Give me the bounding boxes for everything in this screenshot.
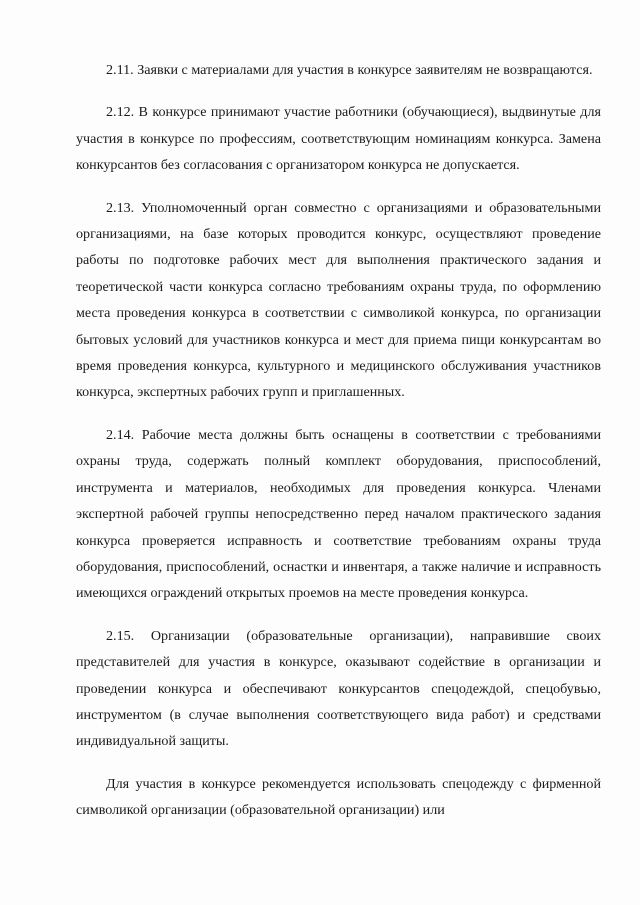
paragraph-2-15: 2.15. Организации (образовательные организации), направившие своих представителей для участия в конкурсе, оказывают содействие в организации и проведении конкурса и обеспечивают конкурсантов спецодеждой, спецобувью, инструментом (в случае выполнения соответствующего вида работ) и средствами индивидуальной защиты. [76, 627, 601, 750]
paragraph-2-14: 2.14. Рабочие места должны быть оснащены в соответствии с требованиями охраны труда, содержать полный комплект оборудования, приспособлений, инструмента и материалов, необходимых для проведения конкурса. Членами экспертной рабочей группы непосредственно перед началом практического задания конкурса проверяется исправность и соответствие требованиям охраны труда оборудования, приспособлений, оснастки и инвентаря, а также наличие и исправность имеющихся ограждений открытых проемов на месте проведения конкурса. [76, 426, 601, 602]
paragraph-uniform-note: Для участия в конкурсе рекомендуется использовать спецодежду с фирменной символикой организации (образовательной организации) или [76, 775, 601, 819]
paragraph-2-11: 2.11. Заявки с материалами для участия в конкурсе заявителям не возвращаются. [106, 62, 593, 78]
paragraph-2-12: 2.12. В конкурсе принимают участие работники (обучающиеся), выдвинутые для участия в конкурсе по профессиям, соответствующим номинациям конкурса. Замена конкурсантов без согласования с организатором конкурса не допускается. [76, 104, 601, 174]
paragraph-2-13: 2.13. Уполномоченный орган совместно с организациями и образовательными организациями, на базе которых проводится конкурс, осуществляют проведение работы по подготовке рабочих мест для выполнения практического задания и теоретической части конкурса согласно требованиям охраны труда, по оформлению места проведения конкурса в соответствии с символикой конкурса, по организации бытовых условий для участников конкурса и мест для приема пищи конкурсантам во время проведения конкурса, культурного и медицинского обслуживания участников конкурса, экспертных рабочих групп и приглашенных. [76, 199, 601, 401]
